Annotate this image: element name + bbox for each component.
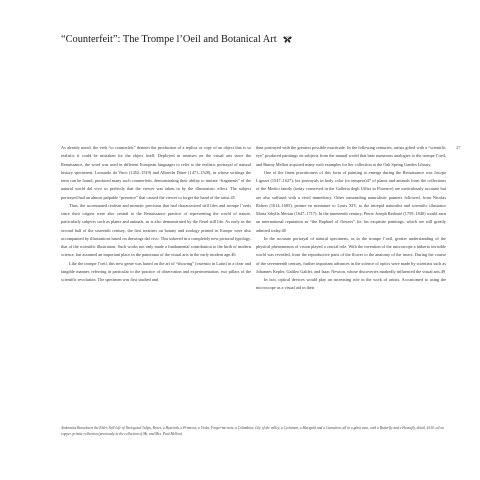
paragraph: In the accurate portrayal of natural specimens, as in the trompe l’oeil, greater understanding of the physical phenomenon of vision played a crucial role. With the invention of the microscope a hitherto invisible world was revealed, from the reproductive parts of the flower to the anatomy of the insect. During the course of the seventeenth century, further important advances in the science of optics were made by scientists such as Johannes Kepler, Galileo Galilei, and Isaac Newton, whose discoveries markedly influenced the visual arts.49 xyxy=(256,235,446,274)
paragraph: As already noted, the verb “to counterfeit” denotes the production of a replica or copy of an object that is so realistic it could be mistaken for the object itself. Deployed in treatises on the visual arts since the Renaissance, the word was used in different European languages to refer to the realistic portrayal of natural history specimens. Leonardo da Vinci (1452–1519) and Albrecht Dürer (1471–1528), in whose writings the term can be found, produced many such counterfeits, demonstrating their ability to imitate “fragments” of the natural world dal vivo so perfectly that the viewer was taken in by the illusionistic effect. The subject portrayed had an almost palpable “presence” that caused the viewer to forget the hand of the artist.45 xyxy=(61,145,251,200)
left-column xyxy=(61,144,251,284)
paragraph: then portrayed with the greatest possible exactitude. In the following centuries, artists gifted with a “scientific eye” produced paintings on subjects from the natural world that bear numerous analogies to the trompe l’oeil, and Bunny Mellon acquired many such examples for her collection at the Oak Spring Garden Library. xyxy=(256,145,446,167)
paragraph: Thus, the accentuated realism and mimetic precision that had characterized still lifes and trompe l’oeils since their origins were also central to the Renaissance practice of representing the world of nature, particularly subjects such as plants and animals, as is also demonstrated by the floral still life. As early as the second half of the sixteenth century, the first treatises on botany and zoology printed in Europe were also accompanied by illustrations based on drawings dal vivo. This ushered in a completely new pictorial typology, that of the scientific illustration. Such works not only made a fundamental contribution to the birth of modern science, but assumed an important place in the panorama of the visual arts in the early modern age.46 xyxy=(61,202,251,258)
page-number: 27 xyxy=(456,145,461,150)
page-title-text: “Counterfeit”: The Trompe l’Oeil and Botanical Art xyxy=(61,34,277,45)
figure-caption: Ambrosius Bosschaert the Elder, Still Life of Variegated Tulips, Roses, a Hyacinth, a Primrose, a Violet, Forget-me-nots, a Columbine, Lily of the valley, a Cyclamen, a Marigold and a Carnation, all in a glass vase, with a Butterfly and a Housefly, detail, 1610, oil on copper, private collection (previously in the collection of Mr. and Mrs. Paul Mellon). xyxy=(61,426,444,436)
right-column xyxy=(256,144,446,293)
page-title xyxy=(61,34,292,46)
paragraph: Like the trompe l’oeil, this new genre was based on the art of “showing” (ostensio in Latin) in a clear and tangible manner, referring in particular to the practice of observation and experimentation, two pillars of the scientific revolution. The specimen was first studied and xyxy=(61,260,251,282)
butterfly-icon xyxy=(283,35,292,46)
paragraph: In fact, optical devices would play an increasing role in the work of artists. Accustomed to using the microscope as a visual aid in their xyxy=(256,277,446,291)
paragraph: One of the finest practitioners of this form of painting to emerge during the Renaissance was Jacopo Ligozzi (1547–1627); his portrayals in body color (or tempera)47 of plants and animals from the collections of the Medici family (today conserved in the Galleria degli Uffizi in Florence) are meticulously accurate but are also suffused with a vivid immediacy. Other outstanding naturalistic painters followed, from Nicolas Robert (1614–1685), peintre en miniature to Louis XIV, to the intrepid naturalist and scientific illustrator Maria Sibylla Merian (1647–1717). In the nineteenth century, Pierre Joseph Redouté (1759–1840) would earn an international reputation as “the Raphael of flowers” for his exquisite paintings, which are still greatly admired today.48 xyxy=(256,169,446,233)
